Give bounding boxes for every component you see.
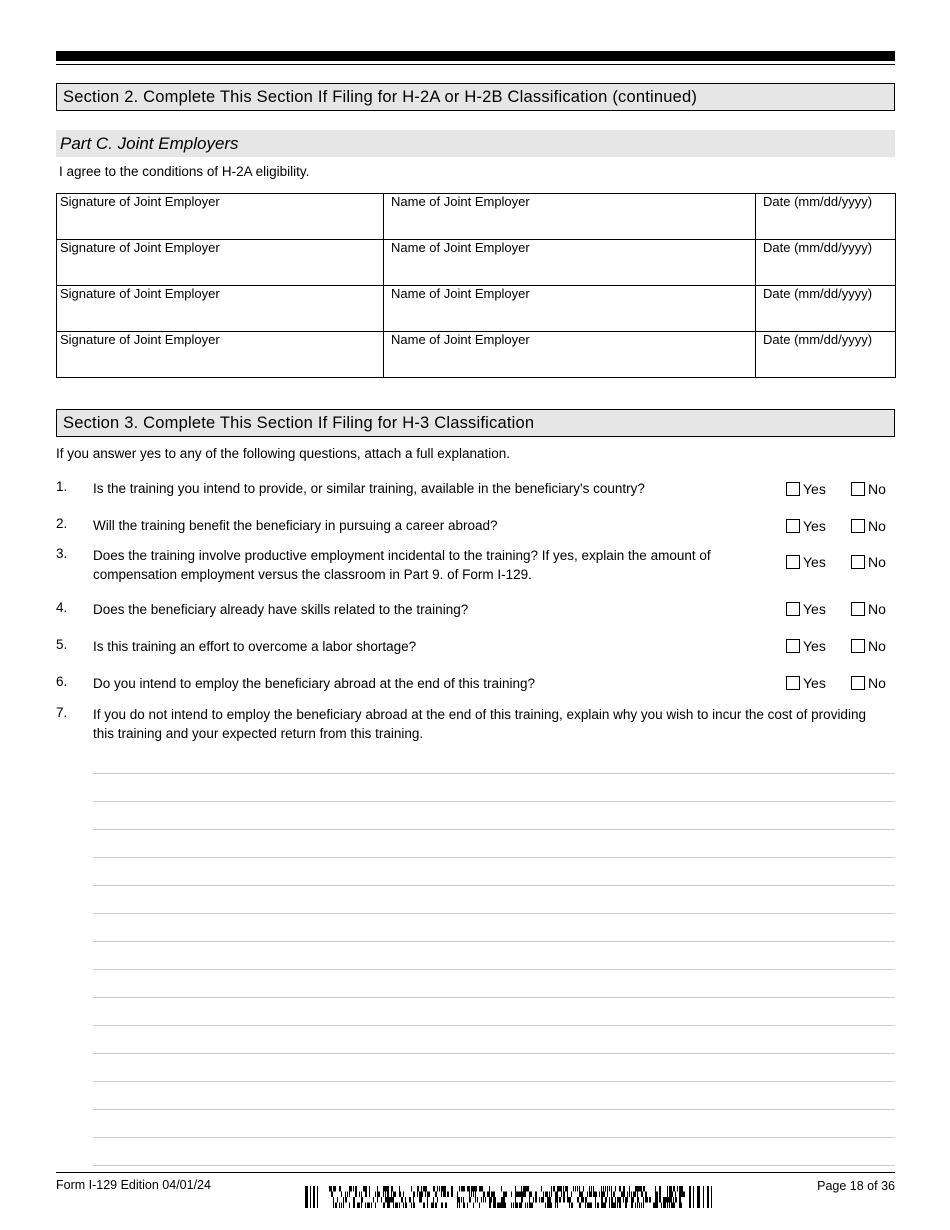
yes-no-group xyxy=(786,638,896,658)
no-option[interactable] xyxy=(851,638,886,654)
date-field[interactable] xyxy=(756,240,896,286)
no-checkbox[interactable] xyxy=(851,555,865,569)
writing-line xyxy=(93,997,895,998)
yes-option[interactable] xyxy=(786,601,826,617)
no-label: No xyxy=(868,554,886,570)
yes-no-group xyxy=(786,518,896,538)
employer-name-label: Name of Joint Employer xyxy=(391,194,530,209)
section-3-header xyxy=(56,409,895,437)
yes-label: Yes xyxy=(803,638,826,654)
yes-no-group xyxy=(786,554,896,574)
question-number: 5. xyxy=(56,637,68,652)
writing-line xyxy=(93,773,895,774)
signature-field[interactable] xyxy=(57,286,384,332)
signature-label: Signature of Joint Employer xyxy=(60,240,220,255)
employer-name-field[interactable] xyxy=(384,332,756,378)
writing-line xyxy=(93,1081,895,1082)
barcode-icon xyxy=(305,1186,713,1208)
question-text: Does the beneficiary already have skills related to the training? xyxy=(93,602,469,617)
joint-employer-row xyxy=(57,286,896,332)
joint-employers-table xyxy=(56,193,896,378)
employer-name-field[interactable] xyxy=(384,194,756,240)
writing-line xyxy=(93,801,895,802)
date-field[interactable] xyxy=(756,194,896,240)
question-number: 1. xyxy=(56,479,68,494)
yes-label: Yes xyxy=(803,481,826,497)
yes-option[interactable] xyxy=(786,554,826,570)
no-label: No xyxy=(868,481,886,497)
part-c-header xyxy=(56,130,895,157)
question-number: 2. xyxy=(56,516,68,531)
question-text: Is the training you intend to provide, or similar training, available in the beneficiary's country? xyxy=(93,481,645,496)
no-label: No xyxy=(868,601,886,617)
employer-name-field[interactable] xyxy=(384,240,756,286)
yes-option[interactable] xyxy=(786,638,826,654)
date-field[interactable] xyxy=(756,286,896,332)
question-number: 6. xyxy=(56,674,68,689)
no-label: No xyxy=(868,518,886,534)
joint-employer-row xyxy=(57,194,896,240)
yes-label: Yes xyxy=(803,554,826,570)
yes-label: Yes xyxy=(803,675,826,691)
no-checkbox[interactable] xyxy=(851,482,865,496)
date-label: Date (mm/dd/yyyy) xyxy=(763,286,873,301)
date-label: Date (mm/dd/yyyy) xyxy=(763,194,873,209)
date-label: Date (mm/dd/yyyy) xyxy=(763,240,873,255)
page-number: Page 18 of 36 xyxy=(817,1179,895,1193)
employer-name-label: Name of Joint Employer xyxy=(391,240,530,255)
date-field[interactable] xyxy=(756,332,896,378)
yes-option[interactable] xyxy=(786,518,826,534)
signature-field[interactable] xyxy=(57,240,384,286)
date-label: Date (mm/dd/yyyy) xyxy=(763,332,873,347)
writing-line xyxy=(93,1109,895,1110)
no-option[interactable] xyxy=(851,518,886,534)
signature-field[interactable] xyxy=(57,332,384,378)
no-option[interactable] xyxy=(851,675,886,691)
section-3-intro: If you answer yes to any of the following questions, attach a full explanation. xyxy=(56,446,511,461)
signature-label: Signature of Joint Employer xyxy=(60,194,220,209)
no-checkbox[interactable] xyxy=(851,602,865,616)
writing-line xyxy=(93,1053,895,1054)
yes-no-group xyxy=(786,481,896,501)
joint-employer-row xyxy=(57,332,896,378)
writing-line xyxy=(93,1165,895,1166)
no-checkbox[interactable] xyxy=(851,639,865,653)
question-number: 3. xyxy=(56,546,68,561)
no-option[interactable] xyxy=(851,601,886,617)
writing-line xyxy=(93,1025,895,1026)
no-label: No xyxy=(868,638,886,654)
signature-label: Signature of Joint Employer xyxy=(60,286,220,301)
no-checkbox[interactable] xyxy=(851,519,865,533)
writing-line xyxy=(93,857,895,858)
writing-line xyxy=(93,941,895,942)
yes-label: Yes xyxy=(803,518,826,534)
yes-checkbox[interactable] xyxy=(786,676,800,690)
yes-checkbox[interactable] xyxy=(786,602,800,616)
joint-employer-row xyxy=(57,240,896,286)
question-text: Is this training an effort to overcome a labor shortage? xyxy=(93,639,417,654)
writing-line xyxy=(93,913,895,914)
yes-option[interactable] xyxy=(786,481,826,497)
signature-label: Signature of Joint Employer xyxy=(60,332,220,347)
yes-checkbox[interactable] xyxy=(786,555,800,569)
no-option[interactable] xyxy=(851,481,886,497)
signature-field[interactable] xyxy=(57,194,384,240)
question-number: 4. xyxy=(56,600,68,615)
employer-name-label: Name of Joint Employer xyxy=(391,286,530,301)
writing-line xyxy=(93,1137,895,1138)
question-text: If you do not intend to employ the beneficiary abroad at the end of this training, explain why you wish to incur the cost of providing this training and your expected return from this training. xyxy=(93,707,866,741)
section-3-title: Section 3. Complete This Section If Filing for H-3 Classification xyxy=(63,414,535,432)
top-rule-thin xyxy=(56,64,895,65)
section-2-title: Section 2. Complete This Section If Filing for H-2A or H-2B Classification (continued) xyxy=(63,88,698,106)
top-rule-thick xyxy=(56,51,895,61)
part-c-title: Part C. Joint Employers xyxy=(60,134,239,153)
footer-rule xyxy=(56,1172,895,1173)
yes-option[interactable] xyxy=(786,675,826,691)
yes-checkbox[interactable] xyxy=(786,639,800,653)
question-text: Will the training benefit the beneficiary in pursuing a career abroad? xyxy=(93,518,498,533)
writing-line xyxy=(93,829,895,830)
yes-label: Yes xyxy=(803,601,826,617)
writing-line xyxy=(93,885,895,886)
no-checkbox[interactable] xyxy=(851,676,865,690)
yes-no-group xyxy=(786,675,896,695)
form-edition: Form I-129 Edition 04/01/24 xyxy=(56,1178,211,1192)
employer-name-field[interactable] xyxy=(384,286,756,332)
question-number: 7. xyxy=(56,705,68,720)
h2a-agreement-text: I agree to the conditions of H-2A eligibility. xyxy=(59,164,310,179)
question-text: Does the training involve productive employment incidental to the training? If yes, explain the amount of compensation employment versus the classroom in Part 9. of Form I-129. xyxy=(93,548,711,582)
no-label: No xyxy=(868,675,886,691)
employer-name-label: Name of Joint Employer xyxy=(391,332,530,347)
writing-line xyxy=(93,969,895,970)
yes-no-group xyxy=(786,601,896,621)
yes-checkbox[interactable] xyxy=(786,519,800,533)
section-2-header xyxy=(56,83,895,111)
yes-checkbox[interactable] xyxy=(786,482,800,496)
question-text: Do you intend to employ the beneficiary abroad at the end of this training? xyxy=(93,676,536,691)
no-option[interactable] xyxy=(851,554,886,570)
